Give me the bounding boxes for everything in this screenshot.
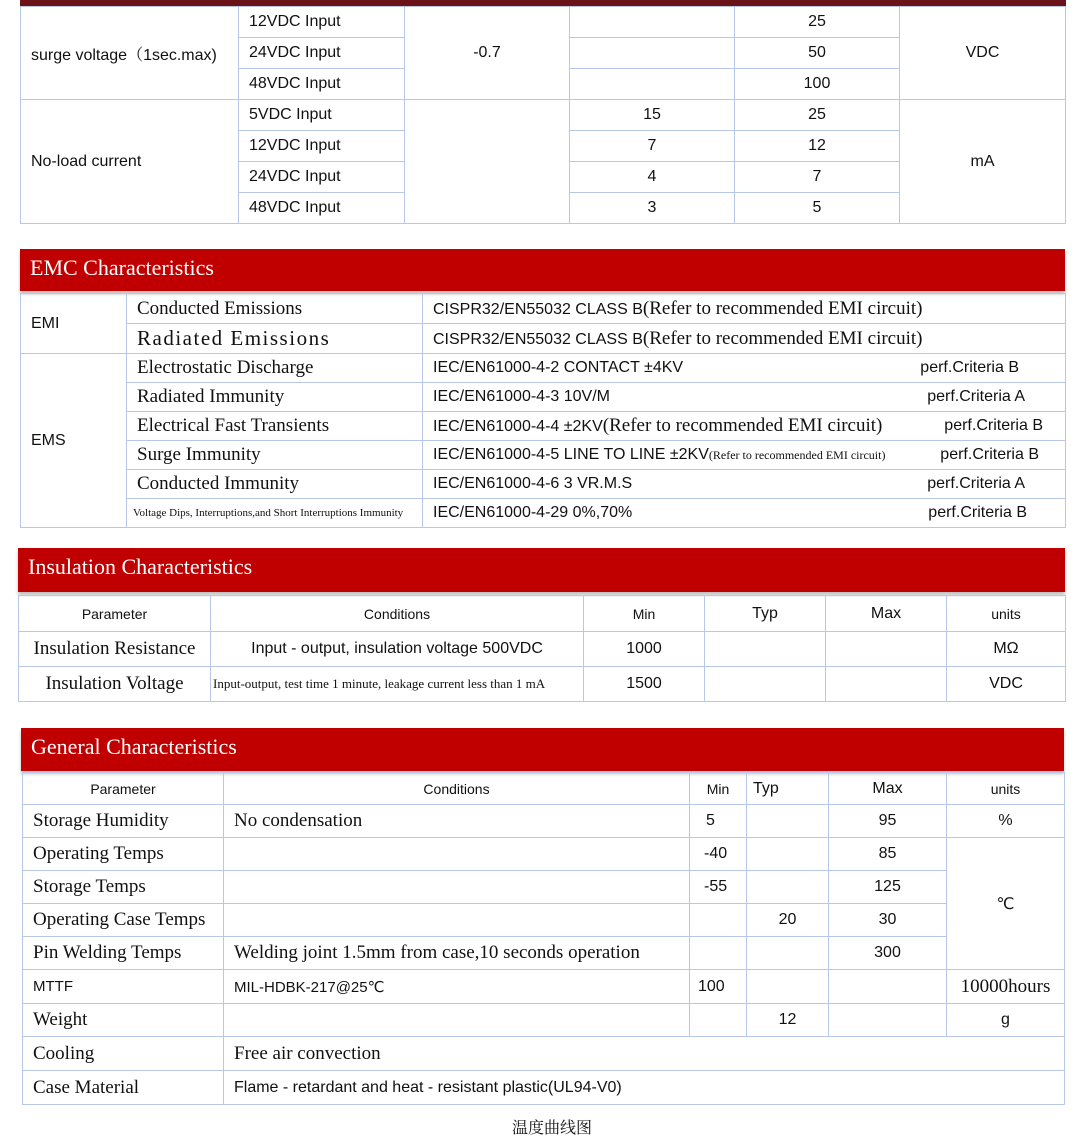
max-cell: 95 xyxy=(829,805,947,838)
emc-item: Conducted Immunity xyxy=(127,470,423,499)
param-cell: Insulation Resistance xyxy=(19,632,211,667)
max-cell xyxy=(826,667,947,702)
cond-cell: MIL-HDBK-217@25℃ xyxy=(224,970,690,1004)
cond-cell: 24VDC Input xyxy=(239,38,405,69)
emi-label: EMI xyxy=(21,294,127,354)
cond-cell: 12VDC Input xyxy=(239,7,405,38)
insulation-table xyxy=(18,595,1066,702)
emc-standard xyxy=(423,441,1066,470)
typ-cell: 15 xyxy=(570,100,735,131)
emc-standard-text: CISPR32/EN55032 CLASS B xyxy=(433,300,643,318)
max-cell xyxy=(829,970,947,1004)
general-table xyxy=(22,772,1065,1105)
param-cell: Weight xyxy=(23,1004,224,1037)
min-cell: 1500 xyxy=(584,667,705,702)
header-conditions: Conditions xyxy=(224,773,690,805)
units-cell: 10000hours xyxy=(947,970,1065,1004)
min-cell xyxy=(690,937,747,970)
min-cell: -55 xyxy=(690,871,747,904)
footer-caption: 温度曲线图 xyxy=(512,1120,593,1137)
header-units: units xyxy=(947,773,1065,805)
min-cell: 1000 xyxy=(584,632,705,667)
max-cell: 5 xyxy=(735,193,900,224)
emc-standard-text: IEC/EN61000-4-6 3 VR.M.S xyxy=(433,475,633,492)
typ-cell xyxy=(705,667,826,702)
emc-standard-text: IEC/EN61000-4-5 LINE TO LINE ±2KV xyxy=(433,446,709,463)
typ-cell xyxy=(747,937,829,970)
cond-cell: No condensation xyxy=(224,805,690,838)
header-max: Max xyxy=(826,596,947,632)
max-cell xyxy=(826,632,947,667)
min-cell xyxy=(690,1004,747,1037)
emc-standard xyxy=(423,294,1066,324)
emc-item: Radiated Immunity xyxy=(127,383,423,412)
emc-standard-text: IEC/EN61000-4-29 0%,70% xyxy=(433,504,633,521)
max-cell xyxy=(829,1004,947,1037)
emc-standard-note: (Refer to recommended EMI circuit) xyxy=(708,448,886,462)
emc-table xyxy=(20,293,1066,528)
cond-cell: 48VDC Input xyxy=(239,193,405,224)
units-cell: VDC xyxy=(900,7,1066,100)
max-cell: 300 xyxy=(829,937,947,970)
emc-criteria: perf.Criteria B xyxy=(944,417,1043,434)
header-max: Max xyxy=(829,773,947,805)
typ-cell: 12 xyxy=(747,1004,829,1037)
emc-standard-text: CISPR32/EN55032 CLASS B xyxy=(433,330,643,348)
emc-standard-note: (Refer to recommended EMI circuit) xyxy=(642,297,923,319)
cond-cell: Input-output, test time 1 minute, leakage current less than 1 mA xyxy=(211,667,584,702)
units-cell: mA xyxy=(900,100,1066,224)
emc-criteria: perf.Criteria B xyxy=(920,359,1019,376)
cond-cell xyxy=(224,838,690,871)
emc-standard-note: (Refer to recommended EMI circuit) xyxy=(642,327,923,349)
cond-cell: 12VDC Input xyxy=(239,131,405,162)
emc-standard-text: IEC/EN61000-4-4 ±2KV xyxy=(433,418,603,435)
cond-cell xyxy=(224,871,690,904)
header-units: units xyxy=(947,596,1066,632)
param-cell: Operating Temps xyxy=(23,838,224,871)
cond-cell xyxy=(224,904,690,937)
emc-item: Surge Immunity xyxy=(127,441,423,470)
general-section-banner xyxy=(21,728,1064,771)
temp-units-cell: ℃ xyxy=(947,838,1065,970)
header-conditions: Conditions xyxy=(211,596,584,632)
header-min: Min xyxy=(584,596,705,632)
emc-criteria: perf.Criteria A xyxy=(927,475,1025,492)
max-cell: 50 xyxy=(735,38,900,69)
emc-standard xyxy=(423,499,1066,528)
general-section-title: General Characteristics xyxy=(31,734,237,759)
max-cell: 100 xyxy=(735,69,900,100)
max-cell: 25 xyxy=(735,7,900,38)
units-cell: MΩ xyxy=(947,632,1066,667)
units-cell: % xyxy=(947,805,1065,838)
header-parameter: Parameter xyxy=(23,773,224,805)
param-cell: Cooling xyxy=(23,1037,224,1071)
header-typ: Typ xyxy=(705,596,826,632)
emc-standard xyxy=(423,470,1066,499)
typ-cell xyxy=(705,632,826,667)
param-cell: Insulation Voltage xyxy=(19,667,211,702)
typ-cell xyxy=(570,7,735,38)
cond-cell: 24VDC Input xyxy=(239,162,405,193)
max-cell: 25 xyxy=(735,100,900,131)
min-cell: -0.7 xyxy=(405,7,570,100)
cond-cell: 5VDC Input xyxy=(239,100,405,131)
cond-cell: 48VDC Input xyxy=(239,69,405,100)
input-characteristics-table xyxy=(20,6,1066,224)
param-cell: Storage Humidity xyxy=(23,805,224,838)
max-cell: 7 xyxy=(735,162,900,193)
emc-section-banner xyxy=(20,249,1065,291)
emc-criteria: perf.Criteria B xyxy=(940,446,1039,463)
header-min: Min xyxy=(690,773,747,805)
emc-standard-text: IEC/EN61000-4-2 CONTACT ±4KV xyxy=(433,359,684,376)
min-cell: -40 xyxy=(690,838,747,871)
insulation-section-title: Insulation Characteristics xyxy=(28,554,253,579)
max-cell: 125 xyxy=(829,871,947,904)
emc-item: Voltage Dips, Interruptions,and Short Interruptions Immunity xyxy=(127,499,423,528)
param-cell: Storage Temps xyxy=(23,871,224,904)
units-cell: VDC xyxy=(947,667,1066,702)
typ-cell: 20 xyxy=(747,904,829,937)
typ-cell: 4 xyxy=(570,162,735,193)
param-cell: Case Material xyxy=(23,1071,224,1105)
emc-item: Conducted Emissions xyxy=(127,294,423,324)
cond-cell xyxy=(224,1004,690,1037)
emc-standard xyxy=(423,383,1066,412)
typ-cell: 3 xyxy=(570,193,735,224)
typ-cell xyxy=(570,69,735,100)
typ-cell xyxy=(570,38,735,69)
max-cell: 12 xyxy=(735,131,900,162)
emc-section-title: EMC Characteristics xyxy=(30,255,214,280)
emc-standard xyxy=(423,324,1066,354)
typ-cell xyxy=(747,970,829,1004)
cond-cell: Welding joint 1.5mm from case,10 seconds operation xyxy=(224,937,690,970)
param-no-load-current: No-load current xyxy=(21,100,239,224)
min-cell: 5 xyxy=(690,805,747,838)
typ-cell xyxy=(747,805,829,838)
header-typ: Typ xyxy=(747,773,829,805)
param-cell: Pin Welding Temps xyxy=(23,937,224,970)
cond-cell: Input - output, insulation voltage 500VDC xyxy=(211,632,584,667)
emc-standard xyxy=(423,412,1066,441)
emc-criteria: perf.Criteria A xyxy=(927,388,1025,405)
min-cell: 100 xyxy=(690,970,747,1004)
max-cell: 85 xyxy=(829,838,947,871)
emc-item: Radiated Emissions xyxy=(127,324,423,354)
typ-cell xyxy=(747,871,829,904)
emc-criteria: perf.Criteria B xyxy=(928,504,1027,521)
insulation-section-banner xyxy=(18,548,1065,592)
param-surge-voltage: surge voltage（1sec.max) xyxy=(21,7,239,100)
emc-item: Electrical Fast Transients xyxy=(127,412,423,441)
cond-cell: Flame - retardant and heat - resistant plastic(UL94-V0) xyxy=(224,1071,1065,1105)
param-cell: Operating Case Temps xyxy=(23,904,224,937)
emc-item: Electrostatic Discharge xyxy=(127,354,423,383)
max-cell: 30 xyxy=(829,904,947,937)
param-cell: MTTF xyxy=(23,970,224,1004)
units-cell: g xyxy=(947,1004,1065,1037)
emc-standard-note: (Refer to recommended EMI circuit) xyxy=(602,415,883,436)
cond-cell: Free air convection xyxy=(224,1037,1065,1071)
min-cell xyxy=(405,100,570,224)
emc-standard-text: IEC/EN61000-4-3 10V/M xyxy=(433,388,610,405)
header-parameter: Parameter xyxy=(19,596,211,632)
emc-standard xyxy=(423,354,1066,383)
ems-label: EMS xyxy=(21,354,127,528)
typ-cell: 7 xyxy=(570,131,735,162)
min-cell xyxy=(690,904,747,937)
typ-cell xyxy=(747,838,829,871)
